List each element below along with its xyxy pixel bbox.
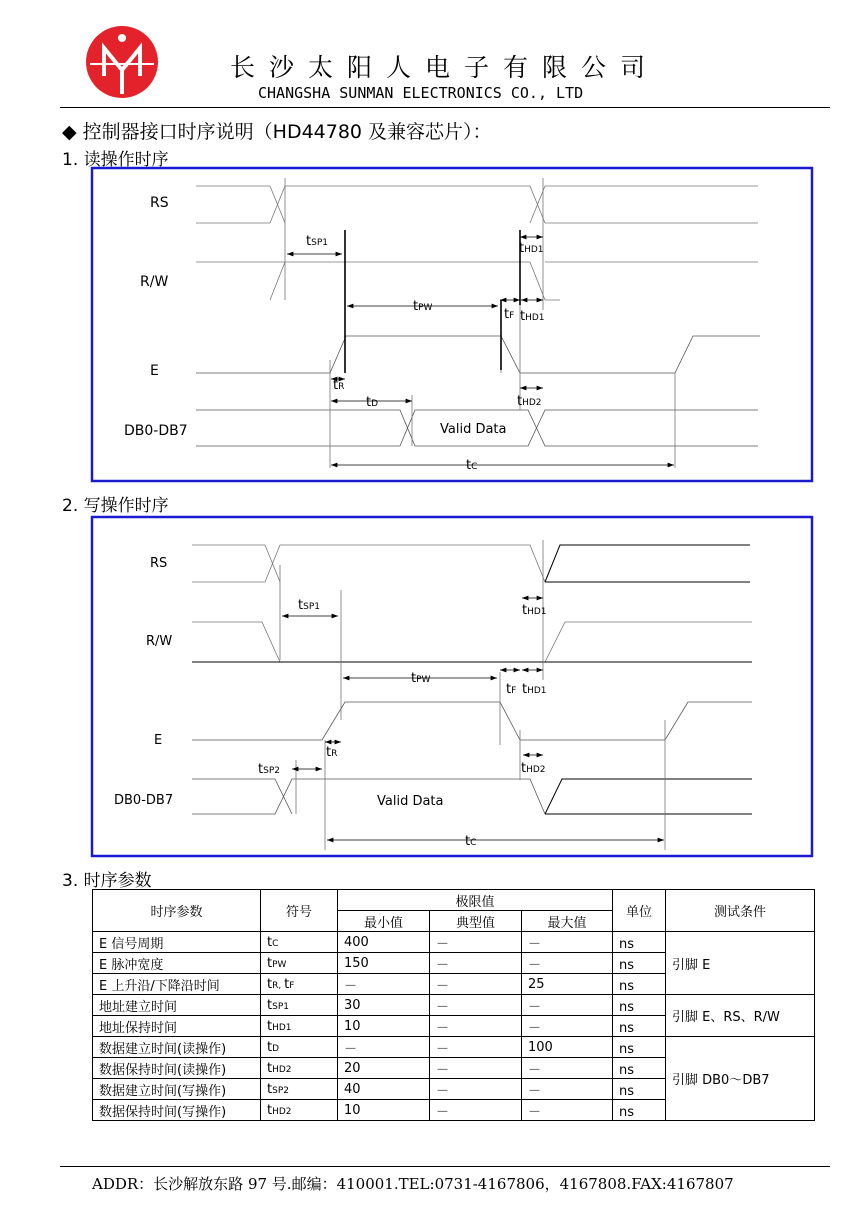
param-max: － [522,995,613,1016]
param-typ: － [430,1100,522,1121]
param-typ: － [430,1037,522,1058]
param-name: 地址建立时间 [93,995,261,1016]
write-signal-db: DB0-DB7 [114,793,174,808]
param-unit: ns [613,995,666,1016]
symbol-sub: HD1 [272,1022,292,1033]
write-label-tpw: tPW [411,671,431,686]
params-heading: 3. 时序参数 [62,871,152,891]
col-max: 最大值 [522,911,613,932]
param-symbol [261,1037,338,1058]
param-min: 10 [338,1100,430,1121]
col-cond: 测试条件 [666,890,815,932]
param-name: 地址保持时间 [93,1016,261,1037]
param-typ: － [430,1016,522,1037]
param-condition: 引脚 E、RS、R/W [666,995,815,1037]
col-typ: 典型值 [430,911,522,932]
param-typ: － [430,1079,522,1100]
param-symbol [261,1058,338,1079]
write-label-tsp2: tSP2 [258,762,280,777]
symbol-sub: C [272,938,279,949]
write-label-thd1-top: tHD1 [522,603,547,618]
param-max: － [522,1079,613,1100]
read-heading: 1. 读操作时序 [62,150,169,170]
symbol-sub: D [272,1043,280,1054]
param-name: E 上升沿/下降沿时间 [93,974,261,995]
write-valid-data: Valid Data [377,794,444,809]
symbol-base: t [267,1060,273,1076]
read-valid-data: Valid Data [440,422,507,437]
read-label-tpw: tPW [413,299,433,314]
company-name-en: CHANGSHA SUNMAN ELECTRONICS CO., LTD [258,84,584,102]
symbol-base: t [267,997,273,1013]
read-label-thd2: tHD2 [517,394,542,409]
read-signal-db: DB0-DB7 [124,423,188,439]
read-signal-e: E [150,363,159,379]
param-condition: 引脚 E [666,932,815,995]
param-symbol [261,953,338,974]
param-max: － [522,932,613,953]
param-min: 40 [338,1079,430,1100]
param-min: 400 [338,932,430,953]
param-unit: ns [613,1058,666,1079]
symbol-base: t [267,1018,273,1034]
write-diagram-frame [92,517,812,856]
param-min: － [338,974,430,995]
symbol-base: t [267,1102,273,1118]
write-label-thd1-bottom: tHD1 [522,682,547,697]
param-min: 20 [338,1058,430,1079]
read-label-thd1-bottom: tHD1 [520,309,545,324]
symbol-sub: SP2 [272,1085,289,1096]
param-max: － [522,1058,613,1079]
table-row [93,932,815,953]
param-unit: ns [613,1079,666,1100]
footer-address: ADDR：长沙解放东路 97 号.邮编：410001.TEL:0731-4167806，4167808.FAX:4167807 [92,1175,734,1193]
symbol-sub: F [289,980,295,991]
table-row [93,995,815,1016]
table-row [93,1037,815,1058]
col-symbol: 符号 [261,890,338,932]
param-unit: ns [613,953,666,974]
param-unit: ns [613,1016,666,1037]
read-signal-rs: RS [150,195,169,211]
symbol-base: t [267,1039,273,1055]
param-min: 150 [338,953,430,974]
write-label-tr: tR [326,745,338,760]
write-signal-rw: R/W [146,634,173,649]
footer-divider [60,1166,830,1167]
read-label-td: tD [366,395,379,410]
param-min: 10 [338,1016,430,1037]
param-symbol [261,932,338,953]
param-name: 数据建立时间(读操作) [93,1037,261,1058]
param-unit: ns [613,1037,666,1058]
param-name: 数据保持时间(写操作) [93,1100,261,1121]
param-unit: ns [613,932,666,953]
param-max: － [522,1016,613,1037]
param-name: E 信号周期 [93,932,261,953]
company-name-cn: 长沙太阳人电子有限公司 [230,53,660,82]
symbol-base: t [267,955,273,971]
write-heading: 2. 写操作时序 [62,496,169,516]
param-max: 100 [522,1037,613,1058]
table-body [93,932,815,1121]
read-signal-rw: R/W [140,274,169,290]
read-label-tr: tR [333,378,345,393]
symbol-base: t [267,1081,273,1097]
symbol-sub: R, [272,980,285,991]
param-name: 数据建立时间(写操作) [93,1079,261,1100]
symbol-base: t [284,976,290,992]
param-symbol [261,995,338,1016]
read-label-tf: tF [504,307,515,322]
write-label-tsp1: tSP1 [298,598,320,613]
param-condition: 引脚 DB0～DB7 [666,1037,815,1121]
symbol-sub: SP1 [272,1001,289,1012]
param-symbol [261,1079,338,1100]
param-min: 30 [338,995,430,1016]
param-name: E 脉冲宽度 [93,953,261,974]
read-label-thd1-top: tHD1 [519,241,544,256]
param-name: 数据保持时间(读操作) [93,1058,261,1079]
write-label-tf: tF [506,682,517,697]
param-min: － [338,1037,430,1058]
col-limits: 极限值 [338,890,613,911]
col-min: 最小值 [338,911,430,932]
param-max: － [522,1100,613,1121]
param-unit: ns [613,974,666,995]
param-symbol [261,974,338,995]
symbol-base: t [267,934,273,950]
symbol-base: t [267,976,273,992]
col-param: 时序参数 [93,890,261,932]
symbol-sub: HD2 [272,1106,292,1117]
symbol-sub: HD2 [272,1064,292,1075]
read-label-tc: tC [466,458,478,473]
param-unit: ns [613,1100,666,1121]
param-typ: － [430,953,522,974]
param-typ: － [430,995,522,1016]
write-signal-rs: RS [150,556,168,571]
param-symbol [261,1100,338,1121]
section-title: ◆ 控制器接口时序说明（HD44780 及兼容芯片）： [62,121,492,143]
param-typ: － [430,974,522,995]
write-label-thd2: tHD2 [521,761,546,776]
param-typ: － [430,1058,522,1079]
read-label-tsp1: tSP1 [306,234,328,249]
param-typ: － [430,932,522,953]
write-signal-e: E [154,733,163,748]
param-max: 25 [522,974,613,995]
param-symbol [261,1016,338,1037]
param-max: － [522,953,613,974]
timing-params-table [92,889,815,1121]
symbol-sub: PW [272,959,287,970]
write-label-tc: tC [465,834,477,849]
col-unit: 单位 [613,890,666,932]
